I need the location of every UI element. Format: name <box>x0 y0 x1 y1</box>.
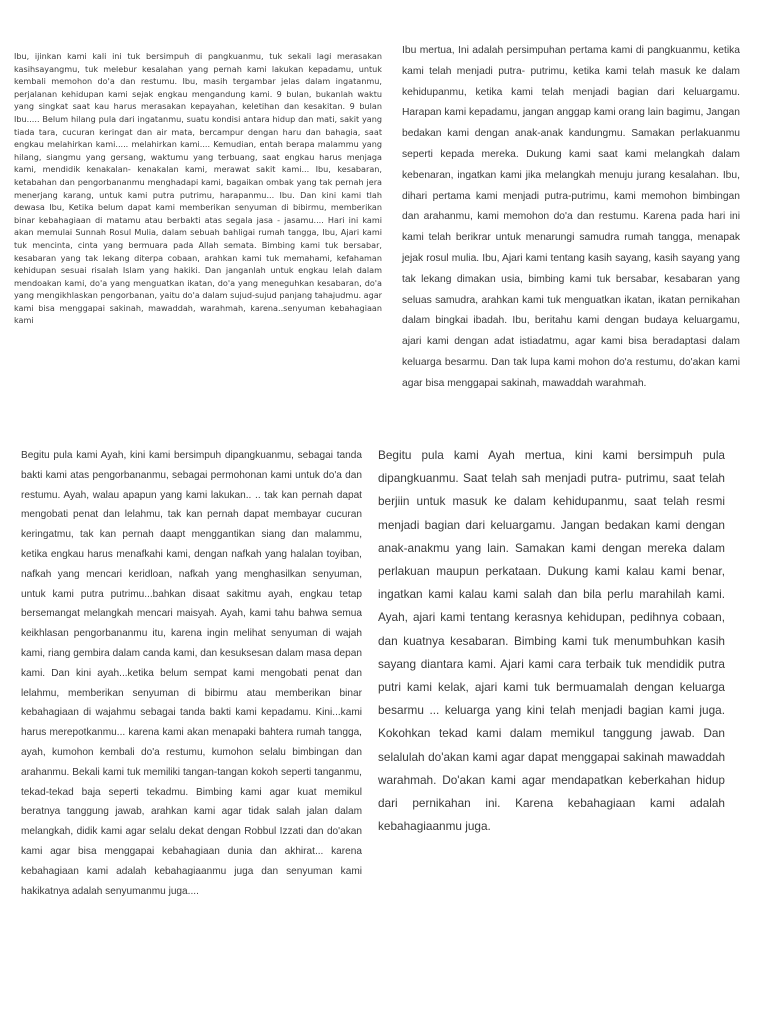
paragraph-ibu-mertua-text: Ibu mertua, Ini adalah persimpuhan pertama kami di pangkuanmu, ketika kami telah menjadi putra- putrimu, ketika kami telah masuk ke dalam kehidupanmu, ketika kami telah menjadi bagian dari keluargamu. Harapan kami kepadamu, jangan anggap kami orang lain bagimu, Jangan bedakan kami dengan anak-anak kandungmu. Samakan perlakuanmu seperti kepada mereka. Dukung kami saat kami melangkah dalam kebenaran, ingatkan kami jika melangkah menuju jurang kesalahan. Ibu, dihari pertama kami menjadi putra-putrimu, kami memohon bimbingan dan arahanmu, kami memohon do'a dan restumu. Karena pada hari ini kami telah berikrar untuk menarungi samudra rumah tangga, menapak jejak rosul mulia. Ibu, Ajari kami tentang kasih sayang, kasih sayang yang tak lekang dimakan usia, bimbing kami tuk bersabar, kesabaran yang seluas samudra, arahkan kami tuk menguatkan ikatan, ikatan pernikahan dalam bingkai ibadah. Ibu, beritahu kami dengan budaya keluargamu, ajari kami dengan adat istiadatmu, agar kami bisa beradaptasi dalam keluarga besarmu. Dan tak lupa kami mohon do'a restumu, do'akan kami agar bisa menggapai sakinah, mawaddah warahmah. <box>402 45 740 389</box>
paragraph-ayah-text: Begitu pula kami Ayah, kini kami bersimpuh dipangkuanmu, sebagai tanda bakti kami atas pengorbananmu, sebagai permohonan kami untuk do'a dan restumu. Ayah, walau apapun yang kami lakukan.. .. tak kan pernah dapat mengobati penat dan lelahmu, tak kan pernah dapat membayar cucuran keringatmu, tak kan pernah daapt menggantikan siang dan malammu, ketika engkau harus menafkahi kami, dengan nafkah yang halalan toyiban, nafkah yang mencari keridloan, nafkah yang menghasilkan senyuman, untuk kami putra putrimu...bahkan disaat sakitmu ayah, engkau tetap bersemangat melangkah mencari maisyah. Ayah, kami tahu bahwa semua keikhlasan pengorbananmu itu, karena ingin melihat senyuman di wajah kami, riang gembira dalam canda kami, dan kesuksesan dalam masa depan kami. Dan kini ayah...ketika belum sempat kami mengobati penat dan lelahmu, memberikan senyuman di bibirmu atau memberikan binar kebahagiaan di wajahmu sebagai tanda bakti kami kepadamu. Kini...kami harus merepotkanmu... karena kami akan menapaki bahtera rumah tangga, ayah, kumohon kembali do'a restumu, kumohon selalu bimbingan dan arahanmu. Bekali kami tuk memiliki tangan-tangan kokoh seperti tanganmu, tekad-tekad baja seperti tekadmu. Bimbing kami agar kuat memikul beratnya tanggung jawab, arahkan kami agar tidak salah jalan dalam melangkah, didik kami agar selalu dekat dengan Robbul Izzati dan do'akan kami agar bisa menggapai kebahagiaan dunia dan akhirat... karena kebahagiaan kami adalah kebahagiaanmu juga dan senyuman kami hakikatnya adalah senyumanmu juga.... <box>21 450 362 897</box>
paragraph-ibu-text: Ibu, ijinkan kami kali ini tuk bersimpuh di pangkuanmu, tuk sekali lagi merasakan kasihsayangmu, tuk melebur kesalahan yang pernah kami lakukan kepadamu, untuk kembali memohon do'a dan restumu. Ibu, masih tergambar jelas dalam ingatanmu, perjalanan kehidupan kami sejak engkau mengandung kami. 9 bulan, bukanlah waktu yang singkat saat kau harus merasakan kepayahan, keletihan dan kesakitan. 9 bulan Ibu..... Belum hilang pula dari ingatanmu, suatu kondisi antara hidup dan mati, sakit yang tiada tara, cucuran keringat dan air mata, bercampur dengan haru dan bahagia, saat engkau melahirkan kami..... melahirkan kami.... Kemudian, entah berapa malammu yang hilang, siangmu yang gersang, waktumu yang terbuang, saat engkau harus menjaga kami, mendidik kenakalan- kenakalan kami, merawat sakit kami... Ibu, kesabaran, ketabahan dan pengorbananmu menghadapi kami, bagaikan ombak yang tak pernah jera menerjang karang, untuk kami putra putrimu, harapanmu... Ibu. Dan kini kami tlah dewasa Ibu, Ketika belum dapat kami memberikan senyuman di bibirmu, memberikan binar kebahagiaan di matamu atau berbakti atas segala jasa - jasamu.... Hari ini kami akan memulai Sunnah Rosul Mulia, dalam sebuah bahligai rumah tangga, Ibu, Ajari kami tuk mencinta, cinta yang bermuara pada Allah semata. Bimbing kami tuk bersabar, kesabaran yang tak lekang diterpa cobaan, arahkan kami tuk memahami, kefahaman kehidupan sesuai risalah Islam yang hakiki. Dan janganlah untuk engkau lelah dalam mendoakan kami, do'a yang menguatkan ikatan, do'a yang meneguhkan kesabaran, do'a yang mengikhlaskan pengorbanan, yaitu do'a dalam sujud-sujud panjang tahajudmu. agar kami bisa menggapai sakinah, mawaddah, warahmah, karena..senyuman kebahagiaan kami <box>14 51 382 326</box>
paragraph-ibu-mertua <box>402 41 740 389</box>
paragraph-ayah <box>21 446 362 897</box>
paragraph-ibu <box>14 50 382 395</box>
paragraph-ayah-mertua-text: Begitu pula kami Ayah mertua, kini kami bersimpuh pula dipangkuanmu. Saat telah sah menjadi putra- putrimu, saat telah berjiin untuk masuk ke dalam kehidupanmu, saat telah resmi menjadi bagian dari keluargamu. Jangan bedakan kami dengan anak-anakmu yang lain. Samakan kami dengan mereka dalam perlakuan maupun perkataan. Dukung kami kalau kami benar, ingatkan kami kalau kami salah dan bila perlu marahilah kami. Ayah, ajari kami tentang kerasnya kehidupan, pedihnya cobaan, dan kuatnya kesabaran. Bimbing kami tuk menumbuhkan kasih sayang diantara kami. Ajari kami cara terbaik tuk mendidik putra putri kami kelak, ajari kami tuk bermuamalah dengan keluarga besarmu ... keluarga yang kini telah menjadi bagian kami juga. Kokohkan tekad kami dalam memikul tanggung jawab. Dan selalulah do'akan kami agar dapat menggapai sakinah mawaddah warahmah. Do'akan kami agar mendapatkan keberkahan hidup dari pernikahan ini. Karena kebahagiaan kami adalah kebahagiaanmu juga. <box>378 448 725 834</box>
paragraph-ayah-mertua <box>378 444 725 834</box>
